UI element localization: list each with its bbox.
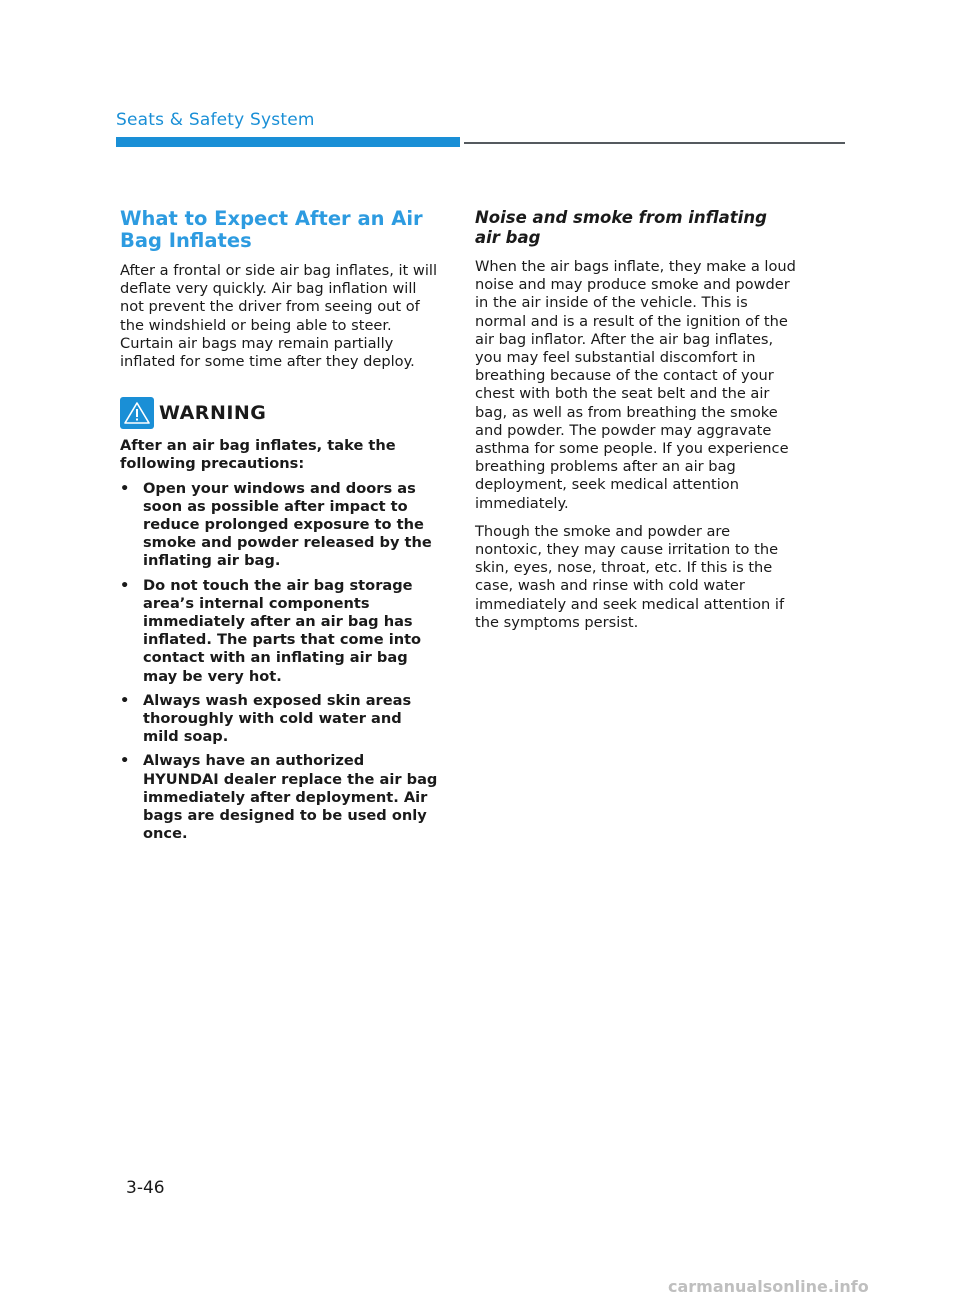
intro-paragraph: After a frontal or side air bag inflates, it will deflate very quickly. Air bag inflation will not prevent the driver from seeing out of the windshield or being able to steer. Curtain air bags may remain partially inflated for some time after they deploy. [120,262,438,371]
warning-block [120,397,442,843]
page-number: 3-46 [126,1178,165,1198]
warning-header [120,397,442,429]
warning-intro: After an air bag inflates, take the following precautions: [120,437,396,473]
list-item-text: Open your windows and doors as soon as possible after impact to reduce prolonged exposure to the smoke and powder released by the inflating air bag. [143,479,432,570]
page-header-title: Seats & Safety System [116,110,315,130]
header-rule-accent [116,137,460,147]
list-item-text: Always have an authorized HYUNDAI dealer replace the air bag immediately after deployment. Air bags are designed to be used only once. [143,752,438,843]
list-item: • Do not touch the air bag storage area’s internal components immediately after an air bag has inflated. The parts that come into contact with an inflating air bag may be very hot. [120,576,422,685]
body-paragraph: When the air bags inflate, they make a loud noise and may produce smoke and powder in the air inside of the vehicle. This is normal and is a result of the ignition of the air bag inflator. After the air bag inflates, you may feel substantial discomfort in breathing because of the contact of your chest with both the seat belt and the air bag, as well as from breathing the smoke and powder. The powder may aggravate asthma for some people. If you experience breathing problems after an air bag deployment, seek medical attention immediately. [475,258,796,512]
subsection-title: Noise and smoke from inflating air bag [475,208,767,247]
list-item-text: Always wash exposed skin areas thoroughly with cold water and mild soap. [143,691,412,746]
warning-triangle-icon [120,397,154,429]
list-item: • Always have an authorized HYUNDAI dealer replace the air bag immediately after deployment. Air bags are designed to be used only once. [120,752,438,843]
section-title: What to Expect After an Air Bag Inflates [120,207,423,252]
list-item-text: Do not touch the air bag storage area’s internal components immediately after an air bag has inflated. The parts that come into contact with an inflating air bag may be very hot. [143,576,422,685]
body-paragraph: Though the smoke and powder are nontoxic, they may cause irritation to the skin, eyes, nose, throat, etc. If this is the case, wash and rinse with cold water immediately and seek medical attention if the symptoms persist. [475,522,785,631]
header-rule-gray [464,142,845,144]
warning-label: WARNING [159,402,267,425]
left-column [120,208,442,849]
warning-bullet-list [120,480,442,844]
right-column [475,208,797,642]
list-item: • Open your windows and doors as soon as possible after impact to reduce prolonged exposure to the smoke and powder released by the inflating air bag. [120,479,432,570]
list-item: • Always wash exposed skin areas thoroughly with cold water and mild soap. [120,691,412,746]
watermark-text: carmanualsonline.info [668,1277,869,1296]
